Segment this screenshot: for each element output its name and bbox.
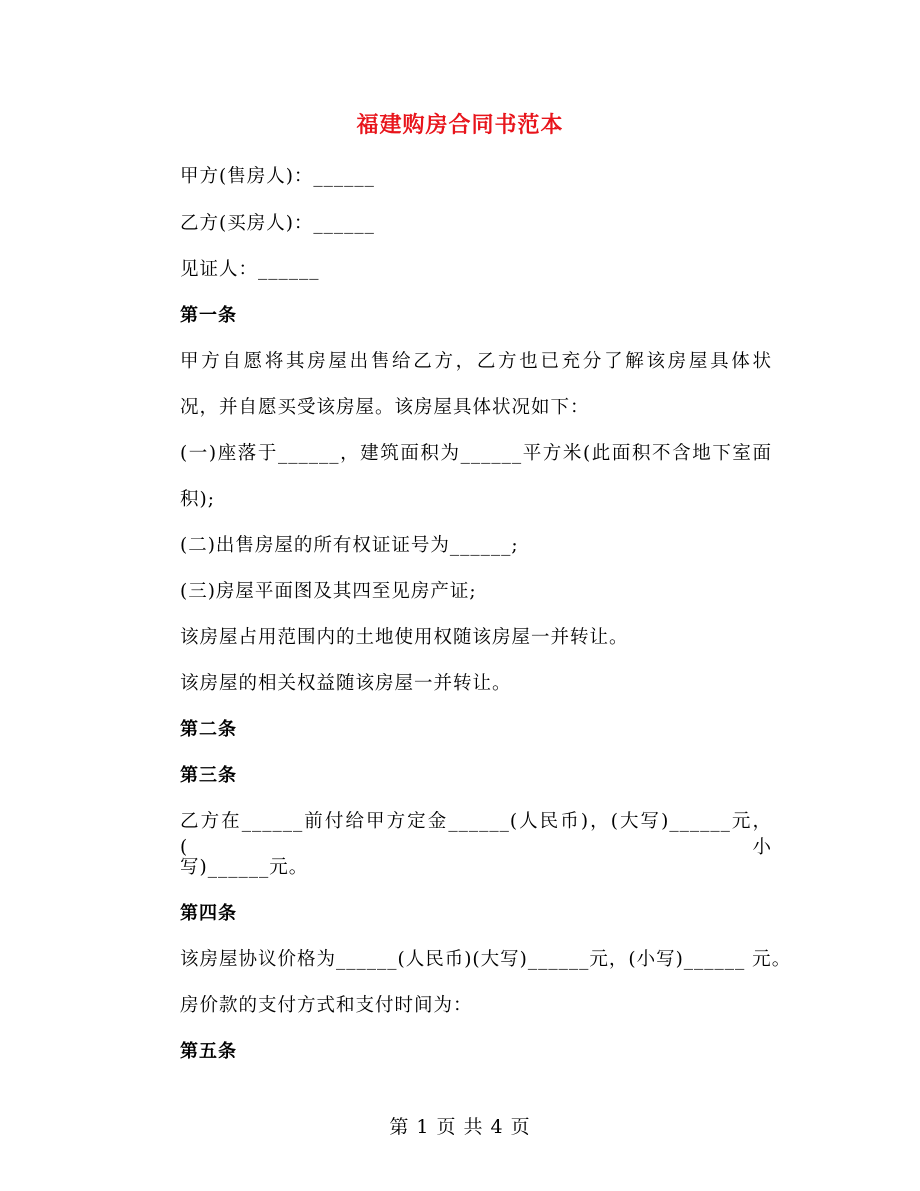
article-4-payment: 房价款的支付方式和支付时间为： (180, 995, 473, 1016)
article-2-heading: 第二条 (180, 719, 237, 740)
article-1-land-right: 该房屋占用范围内的土地使用权随该房屋一并转让。 (180, 627, 629, 648)
article-1-para-1: 甲方自愿将其房屋出售给乙方，乙方也已充分了解该房屋具体状 (180, 351, 772, 372)
article-3-para: 乙方在______前付给甲方定金______(人民币)，(大写)______元，(小 (180, 811, 772, 858)
article-4-price: 该房屋协议价格为______(人民币)(大写)______元，(小写)______ 元。 (180, 949, 792, 970)
article-1-heading: 第一条 (180, 305, 237, 326)
page-footer: 第 1 页 共 4 页 (389, 1116, 531, 1138)
article-4-heading: 第四条 (180, 903, 237, 924)
witness-line: 见证人：______ (180, 259, 320, 280)
article-1-related-rights: 该房屋的相关权益随该房屋一并转让。 (180, 673, 512, 694)
article-1-item-1: (一)座落于______，建筑面积为______平方米(此面积不含地下室面 (180, 443, 772, 464)
article-3-heading: 第三条 (180, 765, 237, 786)
article-3-para-cont: 写)______元。 (180, 857, 309, 878)
article-1-item-1-cont: 积); (180, 489, 215, 510)
party-b-line: 乙方(买房人)：______ (180, 213, 375, 234)
article-5-heading: 第五条 (180, 1041, 237, 1062)
party-a-line: 甲方(售房人)：______ (180, 166, 375, 187)
article-1-para-1-cont: 况，并自愿买受该房屋。该房屋具体状况如下： (180, 397, 590, 418)
article-1-item-3: (三)房屋平面图及其四至见房产证; (180, 581, 477, 602)
article-1-item-2: (二)出售房屋的所有权证证号为______; (180, 535, 519, 556)
document-title: 福建购房合同书范本 (356, 113, 564, 138)
